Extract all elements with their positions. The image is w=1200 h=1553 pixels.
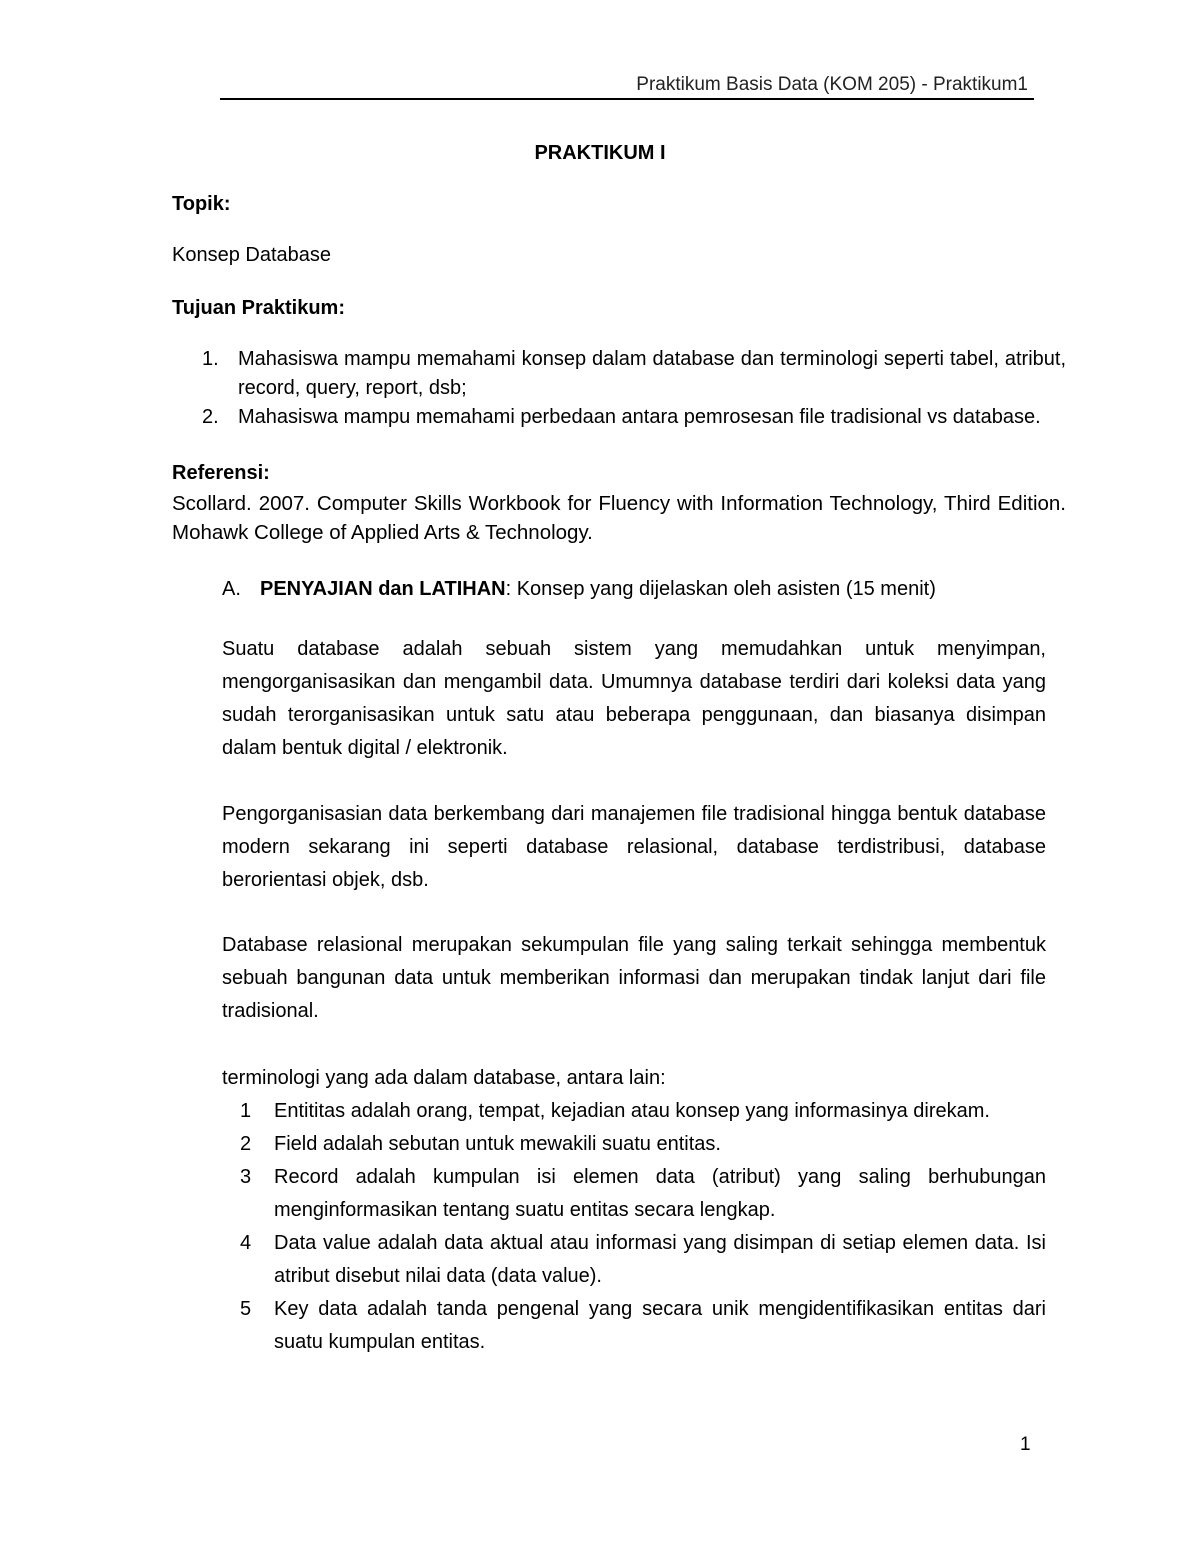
list-item xyxy=(222,1293,1046,1359)
list-item xyxy=(222,1161,1046,1227)
paragraph-relational-database: Database relasional merupakan sekumpulan file yang saling terkait sehingga membentuk sebuah bangunan data untuk memberikan informasi dan merupakan tindak lanjut dari file tradisional. xyxy=(222,934,1046,1022)
topic-value: Konsep Database xyxy=(172,244,332,266)
page-number: 1 xyxy=(1020,1434,1031,1455)
list-item xyxy=(172,345,1066,403)
list-item-number: 3 xyxy=(240,1166,252,1188)
objectives-list xyxy=(172,345,1066,432)
list-item-text: Mahasiswa mampu memahami perbedaan antara pemrosesan file tradisional vs database. xyxy=(238,406,1041,428)
document-title: PRAKTIKUM I xyxy=(534,142,666,164)
list-item xyxy=(172,403,1066,432)
paragraph-data-organization: Pengorganisasian data berkembang dari manajemen file tradisional hingga bentuk database modern sekarang ini seperti database relasional, database terdistribusi, database berorientasi objek, dsb. xyxy=(222,803,1046,891)
references-text: Scollard. 2007. Computer Skills Workbook for Fluency with Information Technology, Third Edition. Mohawk College of Applied Arts & Technology. xyxy=(172,492,1066,544)
running-header: Praktikum Basis Data (KOM 205) - Praktikum1 xyxy=(636,74,1028,95)
terminology-list xyxy=(222,1095,1046,1359)
section-a-heading xyxy=(222,578,1062,601)
objectives-label: Tujuan Praktikum: xyxy=(172,297,345,319)
list-item-number: 4 xyxy=(240,1232,252,1254)
list-item-number: 5 xyxy=(240,1298,252,1320)
list-item-number: 2. xyxy=(202,406,219,428)
topic-label: Topik: xyxy=(172,193,231,215)
header-rule xyxy=(220,98,1034,100)
list-item-text: Mahasiswa mampu memahami konsep dalam database dan terminologi seperti tabel, atribut, record, query, report, dsb; xyxy=(238,348,1066,399)
list-item-text: Entititas adalah orang, tempat, kejadian atau konsep yang informasinya direkam. xyxy=(274,1100,990,1122)
list-item-text: Data value adalah data aktual atau informasi yang disimpan di setiap elemen data. Isi atribut disebut nilai data (data value). xyxy=(274,1232,1046,1287)
references-label: Referensi: xyxy=(172,462,270,484)
list-item-number: 1. xyxy=(202,348,219,370)
list-item-text: Key data adalah tanda pengenal yang secara unik mengidentifikasikan entitas dari suatu kumpulan entitas. xyxy=(274,1298,1046,1353)
list-item-text: Record adalah kumpulan isi elemen data (atribut) yang saling berhubungan menginformasikan tentang suatu entitas secara lengkap. xyxy=(274,1166,1046,1221)
list-item-number: 2 xyxy=(240,1133,252,1155)
list-item-number: 1 xyxy=(240,1100,252,1122)
section-title: PENYAJIAN dan LATIHAN xyxy=(260,578,506,600)
terminology-intro: terminologi yang ada dalam database, antara lain: xyxy=(222,1067,666,1089)
list-item xyxy=(222,1095,1046,1128)
paragraph-database-definition: Suatu database adalah sebuah sistem yang memudahkan untuk menyimpan, mengorganisasikan dan mengambil data. Umumnya database terdiri dari koleksi data yang sudah terorganisasikan untuk satu atau beberapa penggunaan, dan biasanya disimpan dalam bentuk digital / elektronik. xyxy=(222,638,1046,759)
section-letter: A. xyxy=(222,578,241,600)
list-item-text: Field adalah sebutan untuk mewakili suatu entitas. xyxy=(274,1133,721,1155)
list-item xyxy=(222,1128,1046,1161)
section-subtitle: : Konsep yang dijelaskan oleh asisten (15 menit) xyxy=(505,578,936,600)
list-item xyxy=(222,1227,1046,1293)
